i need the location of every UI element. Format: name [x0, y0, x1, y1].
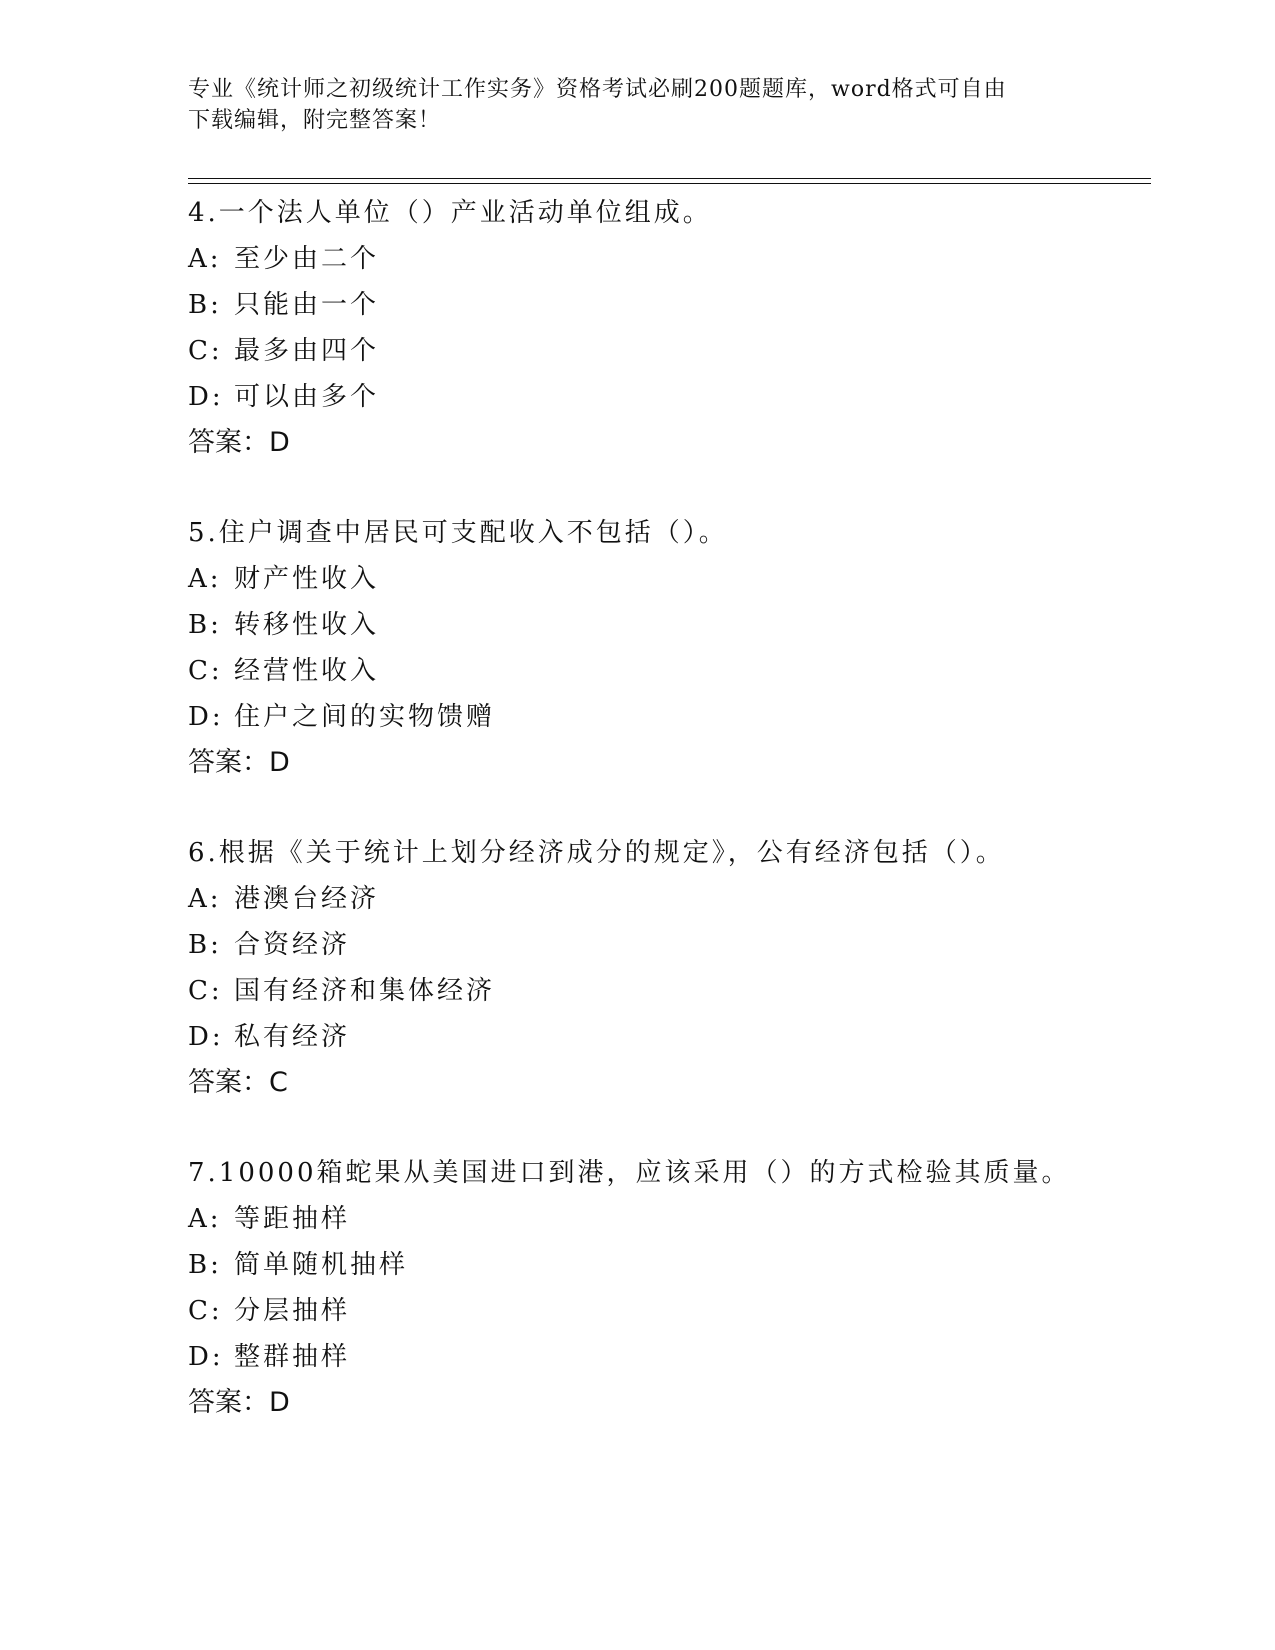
option-b — [188, 922, 1148, 968]
option-text: 转移性收入 — [234, 610, 380, 640]
option-letter: C: — [188, 656, 223, 686]
option-letter: A: — [188, 1204, 222, 1234]
option-text: 国有经济和集体经济 — [234, 976, 496, 1006]
option-text: 分层抽样 — [234, 1296, 351, 1326]
question-4 — [188, 190, 1148, 510]
header-divider-bottom — [188, 183, 1151, 184]
question-list — [188, 190, 1148, 1470]
option-letter: B: — [188, 930, 222, 960]
option-letter: D: — [188, 382, 224, 412]
option-letter: C: — [188, 1296, 223, 1326]
header-line-1: 专业《统计师之初级统计工作实务》资格考试必刷200题题库，word格式可自由 — [188, 77, 1007, 102]
option-letter: A: — [188, 244, 222, 274]
option-text: 可以由多个 — [234, 382, 380, 412]
answer-line: 答案：D — [188, 747, 290, 778]
option-c — [188, 1288, 1148, 1334]
option-letter: B: — [188, 290, 222, 320]
question-stem: 5.住户调查中居民可支配收入不包括（）。 — [188, 518, 728, 548]
option-d — [188, 374, 1148, 420]
option-c — [188, 648, 1148, 694]
option-a — [188, 876, 1148, 922]
question-5 — [188, 510, 1148, 830]
answer-line: 答案：D — [188, 427, 290, 458]
answer-line: 答案：D — [188, 1387, 290, 1418]
option-a — [188, 556, 1148, 602]
option-text: 等距抽样 — [234, 1204, 351, 1234]
option-letter: D: — [188, 702, 224, 732]
answer-line: 答案：C — [188, 1067, 288, 1098]
option-d — [188, 1014, 1148, 1060]
option-d — [188, 1334, 1148, 1380]
option-a — [188, 1196, 1148, 1242]
option-c — [188, 328, 1148, 374]
option-a — [188, 236, 1148, 282]
option-letter: A: — [188, 564, 222, 594]
option-text: 港澳台经济 — [234, 884, 380, 914]
option-b — [188, 282, 1148, 328]
option-letter: A: — [188, 884, 222, 914]
question-stem: 6.根据《关于统计上划分经济成分的规定》，公有经济包括（）。 — [188, 838, 1005, 868]
header-line-2: 下载编辑，附完整答案！ — [188, 108, 442, 133]
option-text: 财产性收入 — [234, 564, 380, 594]
option-letter: B: — [188, 1250, 222, 1280]
option-text: 住户之间的实物馈赠 — [234, 702, 496, 732]
document-header — [188, 74, 1088, 136]
header-divider-top — [188, 178, 1151, 179]
option-c — [188, 968, 1148, 1014]
option-letter: C: — [188, 336, 223, 366]
question-6 — [188, 830, 1148, 1150]
option-b — [188, 1242, 1148, 1288]
option-text: 经营性收入 — [234, 656, 380, 686]
option-letter: C: — [188, 976, 223, 1006]
option-text: 整群抽样 — [234, 1342, 351, 1372]
option-text: 只能由一个 — [234, 290, 380, 320]
question-7 — [188, 1150, 1148, 1470]
option-letter: D: — [188, 1022, 224, 1052]
option-letter: B: — [188, 610, 222, 640]
option-text: 至少由二个 — [234, 244, 380, 274]
question-stem: 4.一个法人单位（）产业活动单位组成。 — [188, 198, 712, 228]
option-b — [188, 602, 1148, 648]
option-letter: D: — [188, 1342, 224, 1372]
question-stem: 7.10000箱蛇果从美国进口到港，应该采用（）的方式检验其质量。 — [188, 1158, 1071, 1188]
option-text: 最多由四个 — [234, 336, 380, 366]
option-d — [188, 694, 1148, 740]
option-text: 私有经济 — [234, 1022, 351, 1052]
option-text: 合资经济 — [234, 930, 351, 960]
option-text: 简单随机抽样 — [234, 1250, 409, 1280]
